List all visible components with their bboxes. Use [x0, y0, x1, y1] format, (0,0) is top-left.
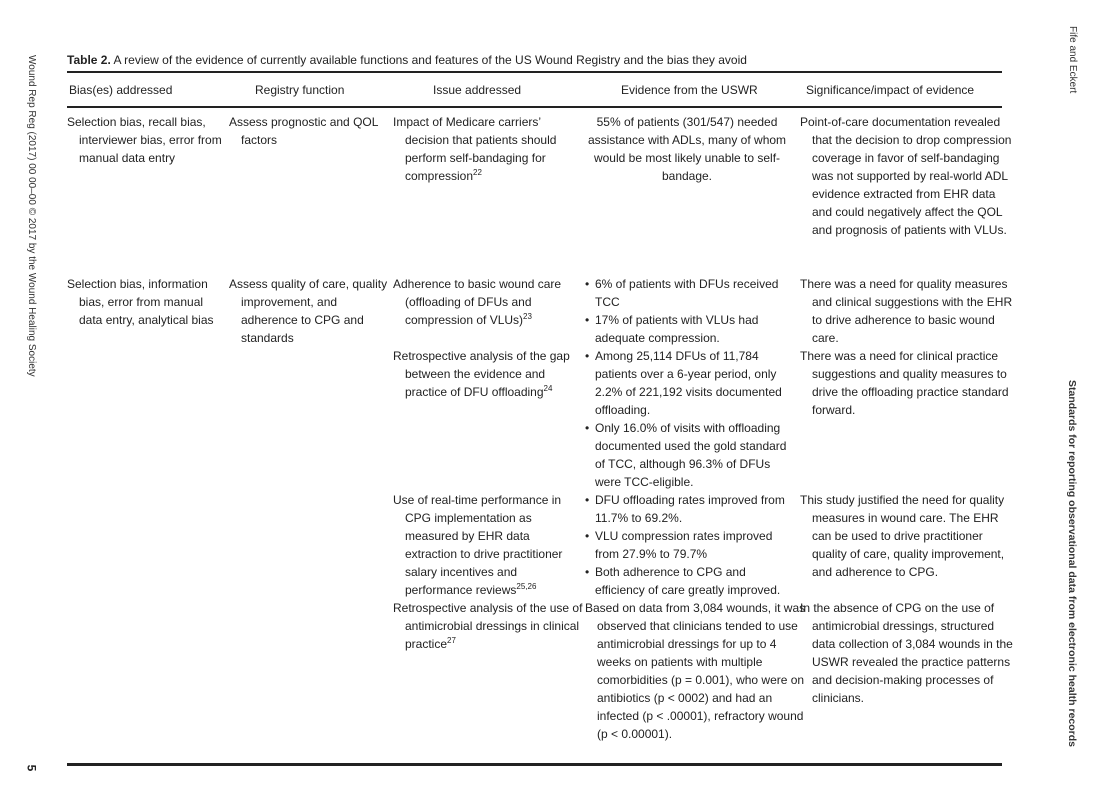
row2-issue2: [393, 347, 583, 401]
header-evidence: Evidence from the USWR: [621, 82, 758, 97]
header-significance: Significance/impact of evidence: [806, 82, 975, 97]
evidence-bullet: • Only 16.0% of visits with offloading documented used the gold standard of TCC, although 96.3% of DFUs were TCC-eligible.: [585, 419, 793, 491]
issue-text: Adherence to basic wound care (offloading of DFUs and compression of VLUs): [393, 277, 562, 327]
reference: 25,26: [516, 582, 537, 591]
page-number: 5: [24, 764, 39, 772]
row2-significance2: There was a need for clinical practice suggestions and quality measures to drive the offloading practice standard forward.: [800, 349, 1009, 417]
table-caption-text: A review of the evidence of currently available functions and features of the US Wound Registry and the bias they avoid: [110, 53, 747, 67]
header-issue: Issue addressed: [433, 82, 522, 97]
row1-issue1: [393, 113, 587, 185]
row1-significance1: Point-of-care documentation revealed that the decision to drop compression coverage in favor of self-bandaging was not supported by real-world ADL evidence extracted from EHR data and could negatively affect the QOL and prognosis of patients with VLUs.: [800, 115, 1012, 237]
row2-evidence1: [585, 275, 793, 347]
row2-significance3: This study justified the need for quality measures in wound care. The EHR can be used to drive practitioner quality of care, quality improvement, and adherence to CPG.: [800, 493, 1005, 579]
issue-text: Retrospective analysis of the gap between the evidence and practice of DFU offloading: [393, 349, 570, 399]
table-caption: [67, 53, 747, 67]
issue-text: Retrospective analysis of the use of antimicrobial dressings in clinical practice: [393, 601, 583, 651]
issue-text: Impact of Medicare carriers’ decision that patients should perform self-bandaging for compression: [393, 115, 557, 183]
row1-function: Assess prognostic and QOL factors: [229, 115, 378, 147]
reference: 23: [523, 312, 532, 321]
evidence-bullet: • 17% of patients with VLUs had adequate compression.: [585, 311, 793, 347]
row2-significance4: In the absence of CPG on the use of antimicrobial dressings, structured data collection of 3,084 wounds in the USWR revealed the practice patterns and decision-making processes of clinicians.: [800, 601, 1013, 705]
evidence-bullet: • VLU compression rates improved from 27.9% to 79.7%: [585, 527, 793, 563]
running-head-article-title: Standards for reporting observational data from electronic health records: [1066, 380, 1078, 747]
row1-evidence1: 55% of patients (301/547) needed assistance with ADLs, many of whom would be most likely unable to self-bandage.: [587, 115, 787, 183]
header-bias: Bias(es) addressed: [69, 82, 173, 97]
header-registry-function: Registry function: [255, 82, 345, 97]
row2-function: Assess quality of care, quality improvement, and adherence to CPG and standards: [229, 277, 388, 345]
row2-evidence2: [585, 347, 793, 491]
row2-evidence3: [585, 491, 793, 599]
row2-bias: Selection bias, information bias, error from manual data entry, analytical bias: [67, 277, 214, 327]
table-label: Table 2.: [67, 53, 111, 67]
evidence-bullet: • 6% of patients with DFUs received TCC: [585, 275, 793, 311]
row2-issue3: [393, 491, 583, 599]
row2-issue1: [393, 275, 587, 329]
reference: 27: [447, 636, 456, 645]
row2-evidence4: Based on data from 3,084 wounds, it was observed that clinicians tended to use antimicrobial dressings for up to 4 weeks on patients with multiple comorbidities (p = 0.001), who were on antibiotics (p < 0002) and had an infected (p < .00001), refractory wound (p < 0.00001).: [585, 601, 806, 741]
table-header-row: [67, 73, 1002, 106]
evidence-bullet: • Among 25,114 DFUs of 11,784 patients over a 6-year period, only 2.2% of 221,192 visits documented offloading.: [585, 347, 793, 419]
row2-significance1: There was a need for quality measures and clinical suggestions with the EHR to drive adherence to basic wound care.: [800, 277, 1013, 345]
row2-issue4: [393, 599, 583, 653]
issue-text: Use of real-time performance in CPG implementation as measured by EHR data extraction to drive practitioner salary incentives and performance reviews: [393, 493, 563, 597]
reference: 22: [473, 168, 482, 177]
evidence-bullet: • Both adherence to CPG and efficiency of care greatly improved.: [585, 563, 793, 599]
reference: 24: [543, 384, 553, 393]
table-body: [67, 108, 1013, 768]
evidence-bullet: • DFU offloading rates improved from 11.7% to 69.2%.: [585, 491, 793, 527]
running-head-authors: Fife and Eckert: [1067, 26, 1078, 94]
row1-bias: Selection bias, recall bias, interviewer bias, error from manual data entry: [67, 115, 222, 165]
evidence-table: [67, 71, 1013, 766]
running-head-journal: Wound Rep Reg (2017) 00 00–00 © 2017 by the Wound Healing Society: [26, 55, 37, 377]
